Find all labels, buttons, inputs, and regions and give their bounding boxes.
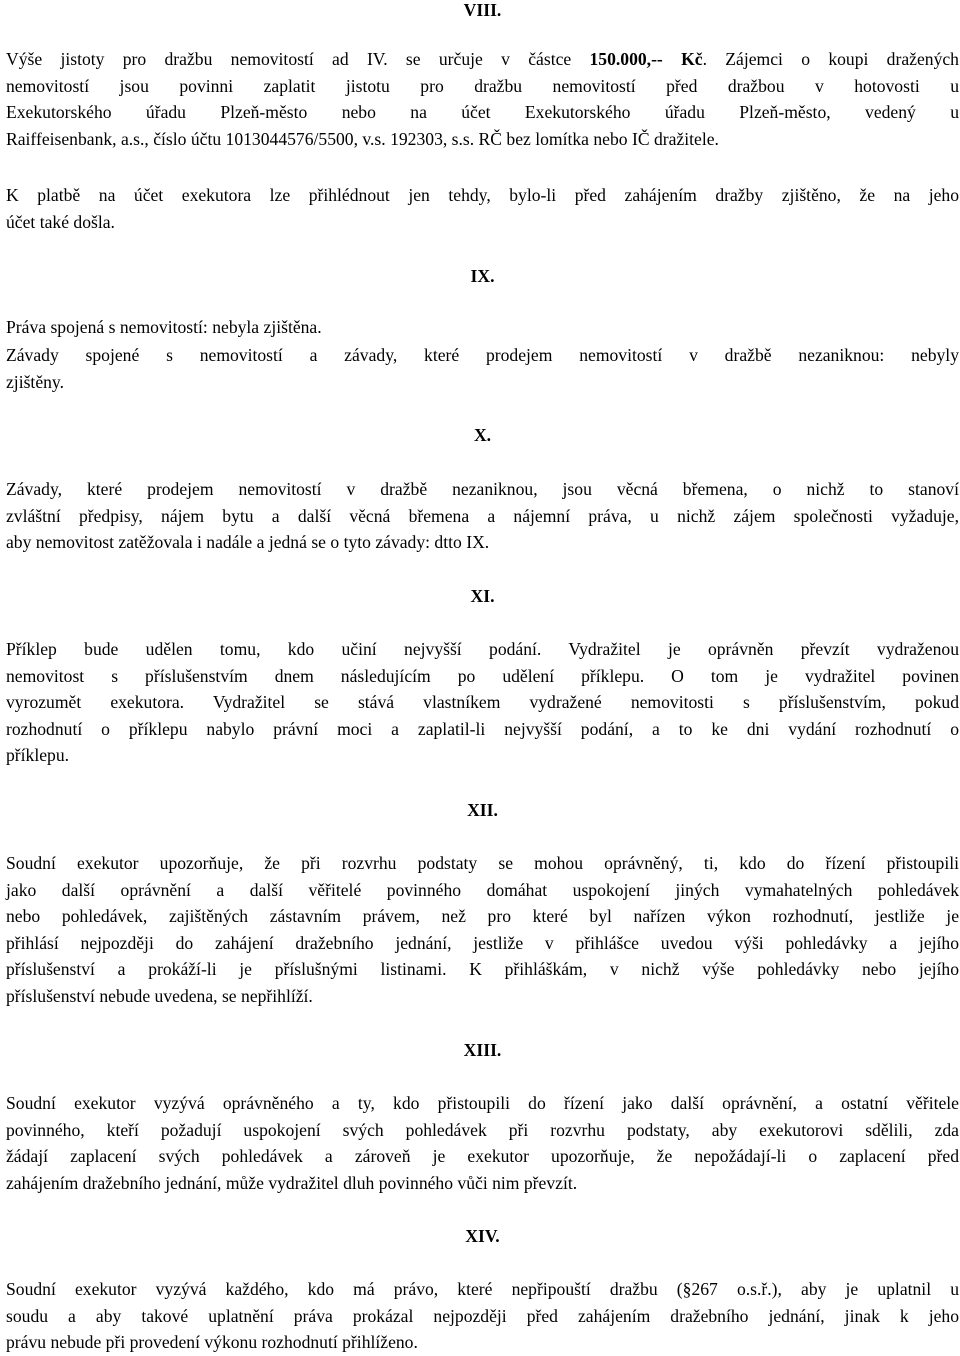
text-line: zjištěny. <box>6 371 64 392</box>
paragraph-creditors-call <box>6 1090 959 1196</box>
paragraph-easements <box>6 476 959 556</box>
text-line: Příklep bude udělen tomu, kdo učiní nejvyšší podání. Vydražitel je oprávněn převzít vydraženou <box>6 639 959 659</box>
paragraph-payment-note <box>6 182 959 235</box>
text-line: Soudní exekutor vyzývá oprávněného a ty, kdo přistoupili do řízení jako další oprávnění, a ostatní věřitele <box>6 1093 959 1113</box>
text-line: zvláštní předpisy, nájem bytu a další věcná břemena a nájemní práva, u nichž zájem společnosti vyžaduje, <box>6 505 959 526</box>
paragraph-hammer <box>6 636 959 769</box>
text-line: vyrozumět exekutora. Vydražitel se stává vlastníkem vydražené nemovitosti s příslušenstvím, pokud <box>6 692 959 713</box>
section-heading-xi: XI. <box>470 586 495 606</box>
paragraph-bail-amount <box>6 46 959 152</box>
section-heading-xiii: XIII. <box>463 1040 502 1060</box>
text-line: nemovitostí jsou povinni zaplatit jistotu pro dražbu nemovitostí před dražbou v hotovosti u <box>6 75 959 96</box>
text-line: Raiffeisenbank, a.s., číslo účtu 1013044576/5500, v.s. 192303, s.s. RČ bez lomítka nebo IČ dražitele. <box>6 128 719 149</box>
paragraph-third-party-rights <box>6 1276 959 1356</box>
text-line: příklepu. <box>6 745 70 766</box>
section-heading-x: X. <box>473 425 492 445</box>
text-line: K platbě na účet exekutora lze přihlédnout jen tehdy, bylo-li před zahájením dražby zjištěno, že na jeho <box>6 185 959 205</box>
text-line: zahájením dražebního jednání, může vydražitel dluh povinného vůči nim převzít. <box>6 1172 578 1193</box>
text-line: Soudní exekutor vyzývá každého, kdo má právo, které nepřipouští dražbu (§267 o.s.ř.), aby je uplatnil u <box>6 1279 959 1299</box>
text-line: nemovitost s příslušenstvím dnem následujícím po udělení příklepu. O tom je vydražitel povinen <box>6 665 959 686</box>
text-line: Výše jistoty pro dražbu nemovitostí ad IV. se určuje v částce 150.000,-- Kč. Zájemci o koupi dražených <box>6 49 959 69</box>
text-line: rozhodnutí o příklepu nabylo právní moci a zaplatil-li nejvyšší podání, a to ke dni vydání rozhodnutí o <box>6 718 959 739</box>
text-line: Závady, které prodejem nemovitostí v dražbě nezaniknou, jsou věcná břemena, o nichž to stanoví <box>6 479 959 499</box>
text-line: účet také došla. <box>6 211 115 232</box>
section-heading-ix: IX. <box>470 266 495 286</box>
text-line: příslušenství a prokáží-li je příslušnými listinami. K přihláškám, v nichž výše pohledávky nebo jejího <box>6 959 959 980</box>
section-heading-xiv: XIV. <box>465 1226 500 1246</box>
paragraph-distribution <box>6 850 959 1010</box>
text-line: soudu a aby takové uplatnění práva prokázal nejpozději před zahájením dražebního jednání, jinak k jeho <box>6 1305 959 1326</box>
section-heading-viii: VIII. <box>463 0 502 20</box>
paragraph-rights <box>6 314 959 341</box>
text-line: žádají zaplacení svých pohledávek a zároveň je exekutor upozorňuje, že nepožádají-li o zaplacení před <box>6 1146 959 1167</box>
text-line: nebo pohledávek, zajištěných zástavním právem, než pro které byl nařízen výkon rozhodnutí, jestliže je <box>6 906 959 927</box>
text-line: Závady spojené s nemovitostí a závady, které prodejem nemovitostí v dražbě nezaniknou: nebyly <box>6 345 959 365</box>
text-line: Soudní exekutor upozorňuje, že při rozvrhu podstaty se mohou oprávněný, ti, kdo do řízení přistoupili <box>6 853 959 873</box>
text-line: jako další oprávnění a další věřitelé povinného domáhat uspokojení jiných vymahatelných pohledávek <box>6 879 959 900</box>
text-line: Práva spojená s nemovitostí: nebyla zjištěna. <box>6 317 322 337</box>
text-line: právu nebude při provedení výkonu rozhodnutí přihlíženo. <box>6 1332 418 1353</box>
text-line: příslušenství nebude uvedena, se nepřihlíží. <box>6 985 313 1006</box>
text-line: aby nemovitost zatěžovala i nadále a jedná se o tyto závady: dtto IX. <box>6 532 490 553</box>
text-line: Exekutorského úřadu Plzeň-město nebo na účet Exekutorského úřadu Plzeň-město, vedený u <box>6 102 959 123</box>
paragraph-defects <box>6 342 959 395</box>
text-line: povinného, kteří požadují uspokojení svých pohledávek při rozvrhu podstaty, aby exekutorovi sdělili, zda <box>6 1119 959 1140</box>
text-line: přihlásí nejpozději do zahájení dražebního jednání, jestliže v přihlášce uvedou výši pohledávky a jejího <box>6 932 959 953</box>
bail-amount: 150.000,-- Kč <box>589 49 703 69</box>
section-heading-xii: XII. <box>467 800 498 820</box>
